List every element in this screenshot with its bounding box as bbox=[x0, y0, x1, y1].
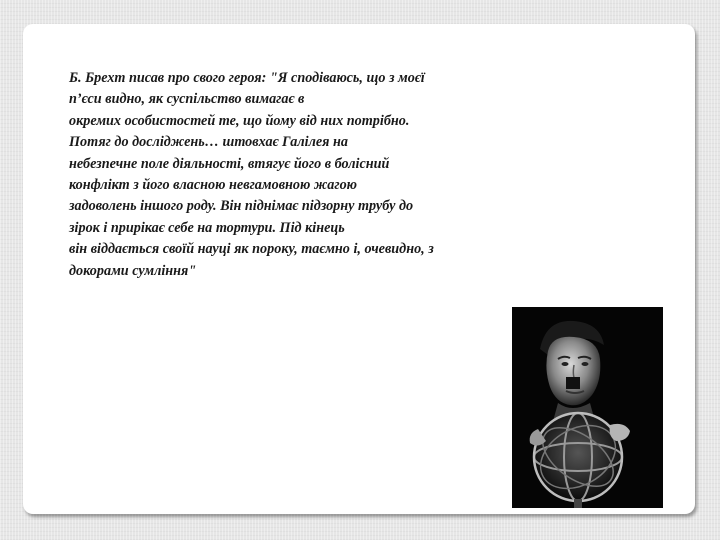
quote-line: небезпечне поле діяльності, втягує його в болісний bbox=[69, 155, 390, 172]
quote-line: п’єси видно, як суспільство вимагає в bbox=[69, 91, 305, 108]
photo-illustration bbox=[512, 307, 663, 508]
quote-line: задоволень іншого роду. Він піднімає підзорну трубу до bbox=[69, 198, 414, 215]
quote-line: він віддається своїй науці як пороку, таємно і, очевидно, з bbox=[69, 241, 434, 258]
photo-galileo-actor bbox=[512, 307, 663, 508]
quote-text bbox=[69, 68, 559, 282]
quote-line: Потяг до досліджень… штовхає Галілея на bbox=[69, 134, 348, 151]
quote-line: Б. Брехт писав про свого героя: "Я сподіваюсь, що з моєї bbox=[69, 70, 425, 86]
quote-line: конфлікт з його власною невгамовною жагою bbox=[69, 177, 358, 194]
quote-line: докорами сумління" bbox=[69, 262, 197, 279]
quote-line: зірок і прирікає себе на тортури. Під кінець bbox=[69, 219, 345, 236]
quote-line: окремих особистостей те, що йому від них потрібно. bbox=[69, 112, 410, 129]
